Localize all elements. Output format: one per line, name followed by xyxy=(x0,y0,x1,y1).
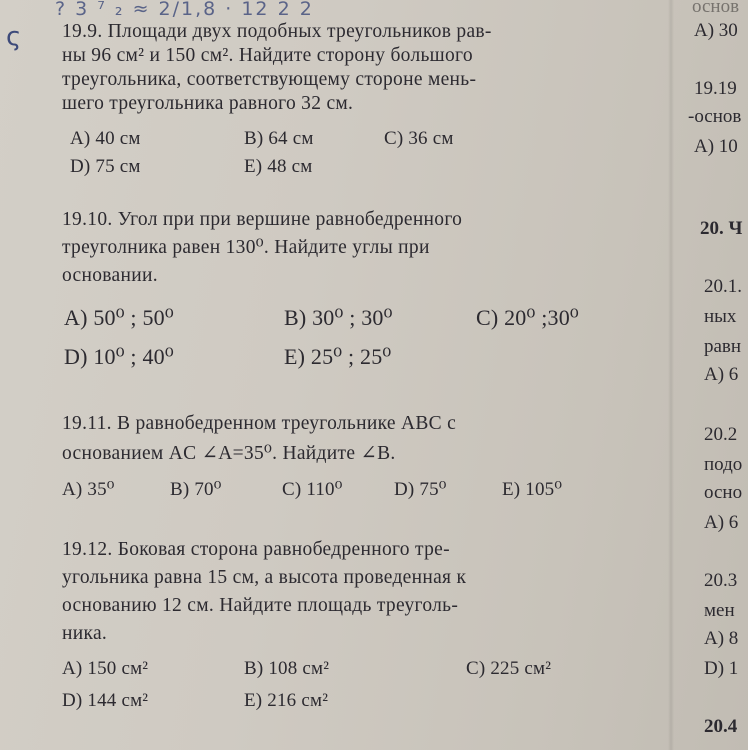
right-fragment: подо xyxy=(704,454,743,475)
problem-19-10-line1: 19.10. Угол при при вершине равнобедренного xyxy=(62,209,463,230)
problem-19-12-line3: основанию 12 см. Найдите площадь треуголь- xyxy=(62,595,459,616)
right-fragment: 20.2 xyxy=(704,424,738,445)
right-fragment: 20.4 xyxy=(704,716,738,737)
handwritten-mark: ς xyxy=(6,22,22,52)
problem-19-12-line1: 19.12. Боковая сторона равнобедренного тре- xyxy=(62,539,450,560)
answer-19-9-e: E) 48 см xyxy=(244,156,313,177)
problem-19-11-line1: 19.11. В равнобедренном треугольнике ABC с xyxy=(62,413,457,434)
problem-19-10-line2: треуголника равен 130⁰. Найдите углы при xyxy=(62,237,430,258)
right-fragment: A) 6 xyxy=(704,512,739,533)
right-fragment: 20.1. xyxy=(704,276,742,297)
problem-19-11-line2: основанием AC ∠A=35⁰. Найдите ∠B. xyxy=(62,443,396,464)
answer-19-12-c: C) 225 см² xyxy=(466,658,552,679)
right-fragment: мен xyxy=(704,600,735,621)
problem-19-9-line2: ны 96 см² и 150 см². Найдите сторону большого xyxy=(62,45,473,66)
right-fragment: A) 6 xyxy=(704,364,739,385)
right-fragment: равн xyxy=(704,336,742,357)
handwritten-scribble: ? 3 ⁷ ₂ ≈ 2/1,8 · 12 2 2 xyxy=(55,0,314,20)
right-fragment: основ xyxy=(692,0,740,17)
answer-19-11-c: C) 110⁰ xyxy=(282,479,343,500)
right-fragment: A) 10 xyxy=(694,136,738,157)
problem-19-9-line4: шего треугольника равного 32 см. xyxy=(62,93,354,114)
problem-19-12-line2: угольника равна 15 см, а высота проведенная к xyxy=(62,567,467,588)
problem-19-12-line4: ника. xyxy=(62,623,108,644)
answer-19-10-b: B) 30⁰ ; 30⁰ xyxy=(284,305,393,330)
answer-19-11-a: A) 35⁰ xyxy=(62,479,115,500)
answer-19-12-d: D) 144 см² xyxy=(62,690,149,711)
right-fragment: 20. Ч xyxy=(700,218,743,239)
answer-19-9-b: B) 64 см xyxy=(244,128,314,149)
right-fragment: -основ xyxy=(688,106,742,127)
answer-19-9-d: D) 75 см xyxy=(70,156,141,177)
answer-19-10-c: C) 20⁰ ;30⁰ xyxy=(476,305,579,330)
right-fragment: ных xyxy=(704,306,737,327)
right-fragment: осно xyxy=(704,482,743,503)
right-fragment: A) 8 xyxy=(704,628,739,649)
problem-19-9-line1: 19.9. Площади двух подобных треугольников рав- xyxy=(62,21,492,42)
answer-19-9-c: C) 36 см xyxy=(384,128,454,149)
right-fragment: 19.19 xyxy=(694,78,737,99)
answer-19-9-a: A) 40 см xyxy=(70,128,141,149)
right-fragment: 20.3 xyxy=(704,570,738,591)
answer-19-12-a: A) 150 см² xyxy=(62,658,149,679)
answer-19-11-d: D) 75⁰ xyxy=(394,479,447,500)
answer-19-11-b: B) 70⁰ xyxy=(170,479,222,500)
answer-19-10-a: A) 50⁰ ; 50⁰ xyxy=(64,305,174,330)
answer-19-12-e: E) 216 см² xyxy=(244,690,329,711)
problem-19-9-line3: треугольника, соответствующему стороне мень- xyxy=(62,69,477,90)
problem-19-10-line3: основании. xyxy=(62,265,158,286)
answer-19-11-e: E) 105⁰ xyxy=(502,479,563,500)
answer-19-10-e: E) 25⁰ ; 25⁰ xyxy=(284,344,392,369)
answer-19-10-d: D) 10⁰ ; 40⁰ xyxy=(64,344,174,369)
right-fragment: D) 1 xyxy=(704,658,739,679)
right-fragment: A) 30 xyxy=(694,20,738,41)
answer-19-12-b: B) 108 см² xyxy=(244,658,330,679)
